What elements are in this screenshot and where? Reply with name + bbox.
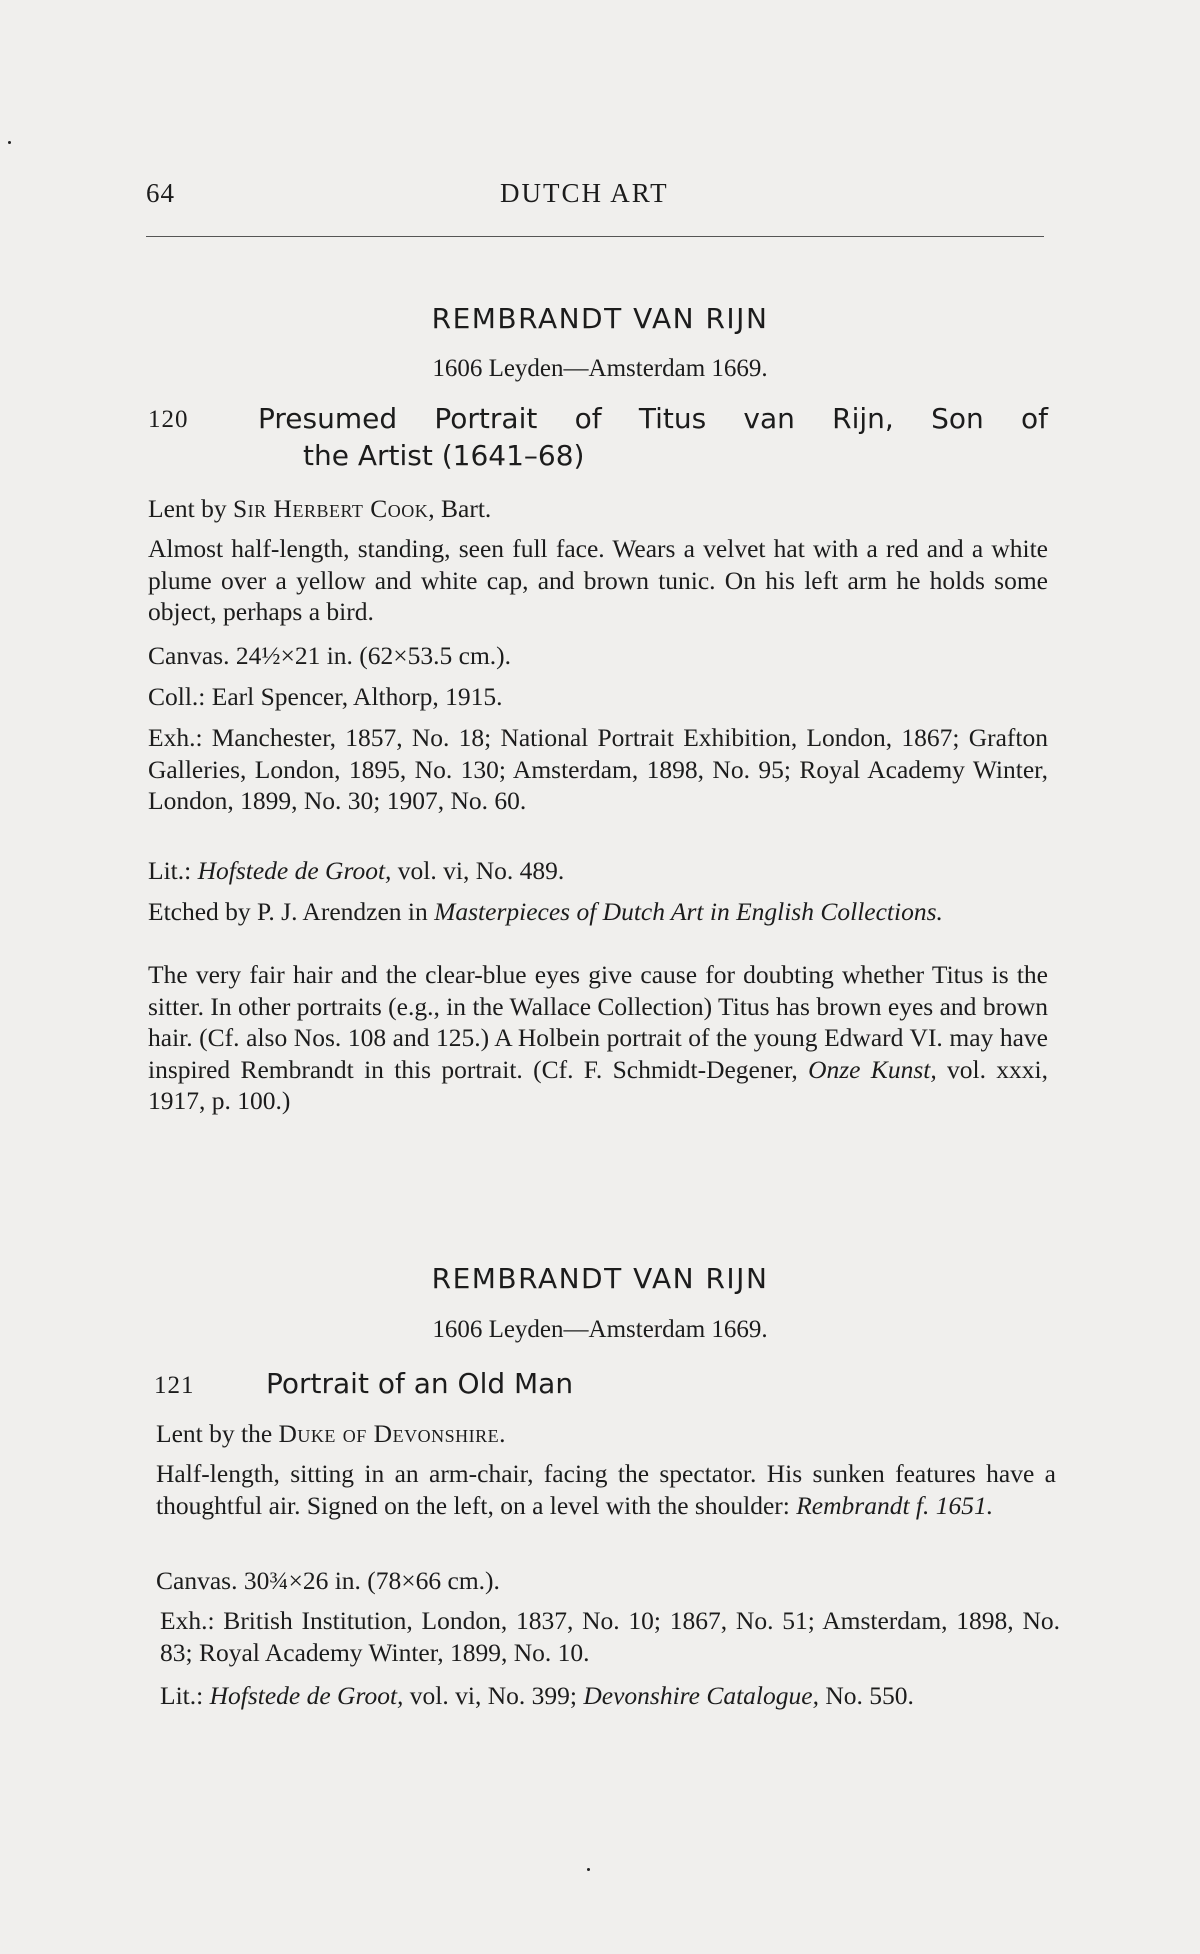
catalogue-number: 120: [148, 406, 189, 433]
header-rule: [146, 236, 1044, 237]
footer-mark: [587, 1868, 590, 1871]
running-title: DUTCH ART: [500, 178, 669, 208]
entry-title-line2: the Artist (1641–68): [303, 439, 585, 472]
literature-end: No. 550.: [818, 1681, 914, 1710]
literature-line: [148, 855, 1048, 887]
literature-prefix: Lit.:: [148, 856, 198, 885]
lender-name: Duke of Devonshire: [278, 1419, 500, 1448]
collection-line: Coll.: Earl Spencer, Althorp, 1915.: [148, 682, 503, 711]
running-head: [146, 178, 1046, 218]
lender-suffix: .: [499, 1419, 506, 1448]
lender-line: [148, 493, 1048, 525]
etching-prefix: Etched by P. J. Arendzen in: [148, 897, 435, 926]
lender-prefix: Lent by the: [156, 1419, 279, 1448]
description: [156, 1458, 1056, 1521]
lender-name: Sir Herbert Cook: [232, 494, 429, 523]
lender-prefix: Lent by: [148, 494, 233, 523]
catalogue-number: 121: [154, 1372, 195, 1399]
artist-heading: REMBRANDT VAN RIJN: [431, 302, 769, 335]
literature-prefix: Lit.:: [160, 1681, 210, 1710]
page-number: 64: [146, 178, 175, 208]
lender-suffix: , Bart.: [428, 494, 492, 523]
canvas-dimensions: Canvas. 24½×21 in. (62×53.5 cm.).: [148, 641, 512, 670]
curatorial-note: [148, 959, 1048, 1117]
exhibition-history: Exh.: Manchester, 1857, No. 18; National Portrait Exhibition, London, 1867; Grafton Galleries, London, 1895, No. 130; Amsterdam, 1898, No. 95; Royal Academy Winter, London, 1899, No. 30; 1907, No. 60.: [148, 723, 1048, 815]
signature-inscription: Rembrandt f. 1651.: [796, 1490, 994, 1520]
etching-line: [148, 896, 1048, 928]
note-end: vol. xxxi, 1917, p. 100.): [148, 1054, 1048, 1115]
margin-mark: [8, 141, 11, 144]
literature-line: [160, 1680, 1060, 1712]
artist-dates: 1606 Leyden—Amsterdam 1669.: [432, 1316, 768, 1343]
artist-dates: 1606 Leyden—Amsterdam 1669.: [432, 355, 768, 382]
literature-mid: vol. vi, No. 399;: [403, 1681, 584, 1710]
literature-catalogue: Devonshire Catalogue,: [583, 1681, 819, 1710]
entry-title: Portrait of an Old Man: [266, 1367, 574, 1400]
exhibition-history: Exh.: British Institution, London, 1837, No. 10; 1867, No. 51; Amsterdam, 1898, No. 83; Royal Academy Winter, 1899, No. 10.: [160, 1606, 1060, 1667]
note-source: Onze Kunst,: [808, 1054, 937, 1084]
lender-line: [156, 1418, 1056, 1450]
artist-heading: REMBRANDT VAN RIJN: [431, 1262, 769, 1295]
etching-publication: Masterpieces of Dutch Art in English Collections.: [434, 897, 943, 926]
entry-title-line1: Presumed Portrait of Titus van Rijn, Son of: [258, 402, 1048, 435]
literature-rest: vol. vi, No. 489.: [391, 856, 565, 885]
description-text: Half-length, sitting in an arm-chair, facing the spectator. His sunken features have a thoughtful air. Signed on the left, on a level with the shoulder:: [156, 1459, 1056, 1520]
description: Almost half-length, standing, seen full face. Wears a velvet hat with a red and a white plume over a yellow and white cap, and brown tunic. On his left arm he holds some object, perhaps a bird.: [148, 534, 1048, 626]
note-text: The very fair hair and the clear-blue eyes give cause for doubting whether Titus is the sitter. In other portraits (e.g., in the Wallace Collection) Titus has brown eyes and brown hair. (Cf. also Nos. 108 and 125.) A Holbein portrait of the young Edward VI. may have inspired Rembrandt in this portrait. (Cf. F. Schmidt-Degener,: [148, 960, 1048, 1084]
canvas-dimensions: Canvas. 30¾×26 in. (78×66 cm.).: [156, 1566, 500, 1595]
literature-author: Hofstede de Groot,: [209, 1681, 404, 1710]
literature-author: Hofstede de Groot,: [197, 856, 392, 885]
